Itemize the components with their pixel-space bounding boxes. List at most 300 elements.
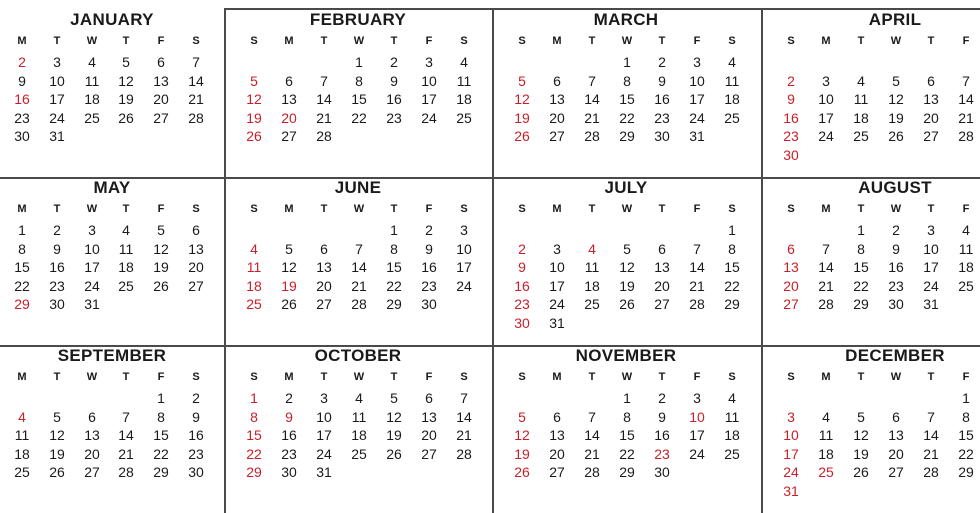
day-cell[interactable]: 6 — [553, 72, 561, 89]
day-cell[interactable]: 8 — [390, 240, 398, 257]
day-cell[interactable]: 11 — [724, 72, 740, 89]
day-cell[interactable]: 27 — [188, 277, 204, 294]
day-cell[interactable]: 13 — [549, 427, 565, 443]
day-cell[interactable]: 8 — [355, 72, 363, 89]
day-cell[interactable]: 4 — [122, 222, 130, 238]
day-cell[interactable]: 2 — [18, 54, 26, 70]
day-cell[interactable]: 30 — [421, 296, 437, 312]
day-cell[interactable]: 29 — [386, 296, 402, 312]
day-cell[interactable]: 6 — [285, 72, 293, 89]
day-cell[interactable]: 21 — [689, 277, 705, 294]
day-cell[interactable]: 17 — [689, 427, 705, 443]
day-cell[interactable]: 11 — [456, 72, 472, 89]
day-cell[interactable]: 10 — [84, 240, 100, 257]
day-cell[interactable]: 21 — [923, 445, 939, 462]
day-cell[interactable]: 25 — [351, 445, 367, 462]
day-cell[interactable]: 2 — [285, 390, 293, 406]
day-cell[interactable]: 10 — [689, 72, 705, 89]
day-cell[interactable]: 26 — [514, 128, 530, 144]
day-cell[interactable]: 19 — [118, 91, 134, 107]
day-cell[interactable]: 18 — [584, 277, 600, 294]
day-cell[interactable]: 20 — [84, 445, 100, 462]
day-cell[interactable]: 6 — [88, 408, 96, 425]
day-cell[interactable]: 16 — [386, 91, 402, 107]
day-cell[interactable]: 16 — [654, 91, 670, 107]
day-cell[interactable]: 28 — [818, 296, 834, 312]
day-cell[interactable]: 4 — [588, 240, 596, 257]
day-cell[interactable]: 13 — [316, 259, 332, 275]
day-cell[interactable]: 3 — [553, 240, 561, 257]
day-cell[interactable]: 22 — [619, 445, 635, 462]
day-cell[interactable]: 22 — [246, 445, 262, 462]
day-cell[interactable]: 25 — [818, 464, 834, 480]
day-cell[interactable]: 30 — [49, 296, 65, 312]
day-cell[interactable]: 29 — [853, 296, 869, 312]
day-cell[interactable]: 29 — [958, 464, 974, 480]
day-cell[interactable]: 7 — [962, 72, 970, 89]
day-cell[interactable]: 24 — [549, 296, 565, 312]
day-cell[interactable]: 14 — [188, 72, 204, 89]
day-cell[interactable]: 23 — [49, 277, 65, 294]
day-cell[interactable]: 13 — [888, 427, 904, 443]
day-cell[interactable]: 8 — [157, 408, 165, 425]
day-cell[interactable]: 6 — [553, 408, 561, 425]
day-cell[interactable]: 22 — [351, 109, 367, 126]
day-cell[interactable]: 25 — [14, 464, 30, 480]
day-cell[interactable]: 23 — [14, 109, 30, 126]
day-cell[interactable]: 2 — [787, 72, 795, 89]
day-cell[interactable]: 20 — [281, 109, 297, 126]
day-cell[interactable]: 24 — [783, 464, 799, 480]
day-cell[interactable]: 7 — [192, 54, 200, 70]
day-cell[interactable]: 4 — [962, 222, 970, 238]
day-cell[interactable]: 20 — [923, 109, 939, 126]
day-cell[interactable]: 5 — [285, 240, 293, 257]
day-cell[interactable]: 11 — [818, 427, 834, 443]
day-cell[interactable]: 3 — [320, 390, 328, 406]
day-cell[interactable]: 11 — [724, 408, 740, 425]
day-cell[interactable]: 5 — [518, 72, 526, 89]
day-cell[interactable]: 3 — [927, 222, 935, 238]
day-cell[interactable]: 24 — [49, 109, 65, 126]
day-cell[interactable]: 24 — [689, 109, 705, 126]
day-cell[interactable]: 1 — [857, 222, 865, 238]
day-cell[interactable]: 21 — [584, 109, 600, 126]
day-cell[interactable]: 13 — [188, 240, 204, 257]
day-cell[interactable]: 7 — [693, 240, 701, 257]
day-cell[interactable]: 30 — [281, 464, 297, 480]
day-cell[interactable]: 16 — [421, 259, 437, 275]
day-cell[interactable]: 29 — [619, 464, 635, 480]
day-cell[interactable]: 14 — [923, 427, 939, 443]
day-cell[interactable]: 2 — [390, 54, 398, 70]
day-cell[interactable]: 25 — [853, 128, 869, 144]
day-cell[interactable]: 17 — [84, 259, 100, 275]
day-cell[interactable]: 10 — [689, 408, 705, 425]
day-cell[interactable]: 28 — [689, 296, 705, 312]
day-cell[interactable]: 23 — [654, 109, 670, 126]
day-cell[interactable]: 19 — [514, 445, 530, 462]
day-cell[interactable]: 11 — [853, 91, 869, 107]
day-cell[interactable]: 9 — [425, 240, 433, 257]
day-cell[interactable]: 21 — [958, 109, 974, 126]
day-cell[interactable]: 26 — [888, 128, 904, 144]
day-cell[interactable]: 29 — [724, 296, 740, 312]
day-cell[interactable]: 21 — [188, 91, 204, 107]
day-cell[interactable]: 12 — [153, 240, 169, 257]
day-cell[interactable]: 25 — [958, 277, 974, 294]
day-cell[interactable]: 6 — [320, 240, 328, 257]
day-cell[interactable]: 20 — [316, 277, 332, 294]
day-cell[interactable]: 9 — [285, 408, 293, 425]
day-cell[interactable]: 11 — [958, 240, 974, 257]
day-cell[interactable]: 1 — [728, 222, 736, 238]
day-cell[interactable]: 16 — [514, 277, 530, 294]
day-cell[interactable]: 26 — [853, 464, 869, 480]
day-cell[interactable]: 1 — [157, 390, 165, 406]
day-cell[interactable]: 14 — [351, 259, 367, 275]
day-cell[interactable]: 30 — [783, 146, 799, 163]
day-cell[interactable]: 14 — [316, 91, 332, 107]
day-cell[interactable]: 22 — [853, 277, 869, 294]
day-cell[interactable]: 16 — [783, 109, 799, 126]
day-cell[interactable]: 3 — [53, 54, 61, 70]
day-cell[interactable]: 24 — [316, 445, 332, 462]
day-cell[interactable]: 26 — [153, 277, 169, 294]
day-cell[interactable]: 31 — [316, 464, 332, 480]
day-cell[interactable]: 19 — [281, 277, 297, 294]
day-cell[interactable]: 20 — [153, 91, 169, 107]
day-cell[interactable]: 1 — [390, 222, 398, 238]
day-cell[interactable]: 20 — [549, 445, 565, 462]
day-cell[interactable]: 5 — [390, 390, 398, 406]
day-cell[interactable]: 31 — [783, 482, 799, 499]
day-cell[interactable]: 18 — [84, 91, 100, 107]
day-cell[interactable]: 9 — [892, 240, 900, 257]
day-cell[interactable]: 24 — [456, 277, 472, 294]
day-cell[interactable]: 21 — [351, 277, 367, 294]
day-cell[interactable]: 4 — [728, 54, 736, 70]
day-cell[interactable]: 1 — [250, 390, 258, 406]
day-cell[interactable]: 16 — [14, 91, 30, 107]
day-cell[interactable]: 12 — [514, 427, 530, 443]
day-cell[interactable]: 26 — [49, 464, 65, 480]
day-cell[interactable]: 6 — [157, 54, 165, 70]
day-cell[interactable]: 15 — [853, 259, 869, 275]
day-cell[interactable]: 27 — [888, 464, 904, 480]
day-cell[interactable]: 10 — [923, 240, 939, 257]
day-cell[interactable]: 19 — [386, 427, 402, 443]
day-cell[interactable]: 6 — [192, 222, 200, 238]
day-cell[interactable]: 15 — [619, 91, 635, 107]
day-cell[interactable]: 18 — [246, 277, 262, 294]
day-cell[interactable]: 31 — [923, 296, 939, 312]
day-cell[interactable]: 14 — [818, 259, 834, 275]
day-cell[interactable]: 23 — [783, 128, 799, 144]
day-cell[interactable]: 15 — [386, 259, 402, 275]
day-cell[interactable]: 25 — [724, 445, 740, 462]
day-cell[interactable]: 28 — [584, 464, 600, 480]
day-cell[interactable]: 2 — [892, 222, 900, 238]
day-cell[interactable]: 18 — [724, 91, 740, 107]
day-cell[interactable]: 18 — [456, 91, 472, 107]
day-cell[interactable]: 14 — [584, 91, 600, 107]
day-cell[interactable]: 27 — [923, 128, 939, 144]
day-cell[interactable]: 10 — [421, 72, 437, 89]
day-cell[interactable]: 9 — [787, 91, 795, 107]
day-cell[interactable]: 9 — [53, 240, 61, 257]
day-cell[interactable]: 2 — [658, 390, 666, 406]
day-cell[interactable]: 19 — [246, 109, 262, 126]
day-cell[interactable]: 4 — [822, 408, 830, 425]
day-cell[interactable]: 3 — [822, 72, 830, 89]
day-cell[interactable]: 30 — [14, 128, 30, 144]
day-cell[interactable]: 28 — [584, 128, 600, 144]
day-cell[interactable]: 28 — [118, 464, 134, 480]
day-cell[interactable]: 3 — [88, 222, 96, 238]
day-cell[interactable]: 23 — [514, 296, 530, 312]
day-cell[interactable]: 2 — [425, 222, 433, 238]
day-cell[interactable]: 9 — [658, 408, 666, 425]
day-cell[interactable]: 12 — [118, 72, 134, 89]
day-cell[interactable]: 17 — [49, 91, 65, 107]
day-cell[interactable]: 4 — [460, 54, 468, 70]
day-cell[interactable]: 19 — [853, 445, 869, 462]
day-cell[interactable]: 24 — [421, 109, 437, 126]
day-cell[interactable]: 2 — [192, 390, 200, 406]
day-cell[interactable]: 8 — [857, 240, 865, 257]
day-cell[interactable]: 31 — [689, 128, 705, 144]
day-cell[interactable]: 23 — [188, 445, 204, 462]
day-cell[interactable]: 17 — [783, 445, 799, 462]
day-cell[interactable]: 21 — [584, 445, 600, 462]
day-cell[interactable]: 4 — [18, 408, 26, 425]
day-cell[interactable]: 22 — [14, 277, 30, 294]
day-cell[interactable]: 6 — [927, 72, 935, 89]
day-cell[interactable]: 12 — [386, 408, 402, 425]
day-cell[interactable]: 3 — [425, 54, 433, 70]
day-cell[interactable]: 7 — [927, 408, 935, 425]
day-cell[interactable]: 23 — [281, 445, 297, 462]
day-cell[interactable]: 13 — [923, 91, 939, 107]
day-cell[interactable]: 30 — [188, 464, 204, 480]
day-cell[interactable]: 8 — [250, 408, 258, 425]
day-cell[interactable]: 2 — [53, 222, 61, 238]
day-cell[interactable]: 10 — [316, 408, 332, 425]
day-cell[interactable]: 28 — [316, 128, 332, 144]
day-cell[interactable]: 15 — [153, 427, 169, 443]
day-cell[interactable]: 8 — [18, 240, 26, 257]
day-cell[interactable]: 6 — [425, 390, 433, 406]
day-cell[interactable]: 1 — [355, 54, 363, 70]
day-cell[interactable]: 19 — [153, 259, 169, 275]
day-cell[interactable]: 30 — [888, 296, 904, 312]
day-cell[interactable]: 2 — [518, 240, 526, 257]
day-cell[interactable]: 7 — [320, 72, 328, 89]
day-cell[interactable]: 13 — [549, 91, 565, 107]
day-cell[interactable]: 7 — [355, 240, 363, 257]
day-cell[interactable]: 17 — [923, 259, 939, 275]
day-cell[interactable]: 6 — [658, 240, 666, 257]
day-cell[interactable]: 30 — [514, 314, 530, 331]
day-cell[interactable]: 24 — [689, 445, 705, 462]
day-cell[interactable]: 11 — [351, 408, 367, 425]
day-cell[interactable]: 9 — [192, 408, 200, 425]
day-cell[interactable]: 21 — [456, 427, 472, 443]
day-cell[interactable]: 1 — [623, 390, 631, 406]
day-cell[interactable]: 18 — [351, 427, 367, 443]
day-cell[interactable]: 23 — [386, 109, 402, 126]
day-cell[interactable]: 17 — [456, 259, 472, 275]
day-cell[interactable]: 14 — [689, 259, 705, 275]
day-cell[interactable]: 20 — [549, 109, 565, 126]
day-cell[interactable]: 18 — [818, 445, 834, 462]
day-cell[interactable]: 13 — [153, 72, 169, 89]
day-cell[interactable]: 2 — [658, 54, 666, 70]
day-cell[interactable]: 1 — [962, 390, 970, 406]
day-cell[interactable]: 18 — [724, 427, 740, 443]
day-cell[interactable]: 4 — [250, 240, 258, 257]
day-cell[interactable]: 27 — [549, 464, 565, 480]
day-cell[interactable]: 16 — [188, 427, 204, 443]
day-cell[interactable]: 28 — [456, 445, 472, 462]
day-cell[interactable]: 19 — [49, 445, 65, 462]
day-cell[interactable]: 4 — [88, 54, 96, 70]
day-cell[interactable]: 27 — [654, 296, 670, 312]
day-cell[interactable]: 20 — [654, 277, 670, 294]
day-cell[interactable]: 3 — [693, 54, 701, 70]
day-cell[interactable]: 4 — [728, 390, 736, 406]
day-cell[interactable]: 1 — [18, 222, 26, 238]
day-cell[interactable]: 27 — [281, 128, 297, 144]
day-cell[interactable]: 11 — [118, 240, 134, 257]
day-cell[interactable]: 28 — [923, 464, 939, 480]
day-cell[interactable]: 29 — [246, 464, 262, 480]
day-cell[interactable]: 5 — [53, 408, 61, 425]
day-cell[interactable]: 8 — [728, 240, 736, 257]
day-cell[interactable]: 8 — [623, 72, 631, 89]
day-cell[interactable]: 29 — [153, 464, 169, 480]
day-cell[interactable]: 15 — [958, 427, 974, 443]
day-cell[interactable]: 17 — [549, 277, 565, 294]
day-cell[interactable]: 18 — [14, 445, 30, 462]
day-cell[interactable]: 17 — [689, 91, 705, 107]
day-cell[interactable]: 12 — [281, 259, 297, 275]
day-cell[interactable]: 15 — [724, 259, 740, 275]
day-cell[interactable]: 26 — [281, 296, 297, 312]
day-cell[interactable]: 8 — [623, 408, 631, 425]
day-cell[interactable]: 28 — [958, 128, 974, 144]
day-cell[interactable]: 13 — [281, 91, 297, 107]
day-cell[interactable]: 16 — [654, 427, 670, 443]
day-cell[interactable]: 22 — [958, 445, 974, 462]
day-cell[interactable]: 15 — [351, 91, 367, 107]
day-cell[interactable]: 7 — [588, 408, 596, 425]
day-cell[interactable]: 11 — [84, 72, 100, 89]
day-cell[interactable]: 21 — [118, 445, 134, 462]
day-cell[interactable]: 27 — [549, 128, 565, 144]
day-cell[interactable]: 7 — [822, 240, 830, 257]
day-cell[interactable]: 15 — [14, 259, 30, 275]
day-cell[interactable]: 20 — [421, 427, 437, 443]
day-cell[interactable]: 22 — [619, 109, 635, 126]
day-cell[interactable]: 18 — [853, 109, 869, 126]
day-cell[interactable]: 13 — [84, 427, 100, 443]
day-cell[interactable]: 4 — [857, 72, 865, 89]
day-cell[interactable]: 25 — [724, 109, 740, 126]
day-cell[interactable]: 13 — [654, 259, 670, 275]
day-cell[interactable]: 16 — [49, 259, 65, 275]
day-cell[interactable]: 23 — [654, 445, 670, 462]
day-cell[interactable]: 10 — [818, 91, 834, 107]
day-cell[interactable]: 11 — [14, 427, 30, 443]
day-cell[interactable]: 5 — [157, 222, 165, 238]
day-cell[interactable]: 26 — [386, 445, 402, 462]
day-cell[interactable]: 11 — [246, 259, 262, 275]
day-cell[interactable]: 19 — [619, 277, 635, 294]
day-cell[interactable]: 13 — [421, 408, 437, 425]
day-cell[interactable]: 5 — [892, 72, 900, 89]
day-cell[interactable]: 26 — [118, 109, 134, 126]
day-cell[interactable]: 22 — [724, 277, 740, 294]
day-cell[interactable]: 23 — [888, 277, 904, 294]
day-cell[interactable]: 10 — [783, 427, 799, 443]
day-cell[interactable]: 24 — [818, 128, 834, 144]
day-cell[interactable]: 12 — [619, 259, 635, 275]
day-cell[interactable]: 19 — [888, 109, 904, 126]
day-cell[interactable]: 29 — [14, 296, 30, 312]
day-cell[interactable]: 7 — [122, 408, 130, 425]
day-cell[interactable]: 28 — [188, 109, 204, 126]
day-cell[interactable]: 10 — [456, 240, 472, 257]
day-cell[interactable]: 13 — [783, 259, 799, 275]
day-cell[interactable]: 21 — [818, 277, 834, 294]
day-cell[interactable]: 27 — [421, 445, 437, 462]
day-cell[interactable]: 14 — [584, 427, 600, 443]
day-cell[interactable]: 20 — [783, 277, 799, 294]
day-cell[interactable]: 25 — [584, 296, 600, 312]
day-cell[interactable]: 17 — [421, 91, 437, 107]
day-cell[interactable]: 5 — [122, 54, 130, 70]
day-cell[interactable]: 4 — [355, 390, 363, 406]
day-cell[interactable]: 23 — [421, 277, 437, 294]
day-cell[interactable]: 26 — [514, 464, 530, 480]
day-cell[interactable]: 24 — [923, 277, 939, 294]
day-cell[interactable]: 15 — [246, 427, 262, 443]
day-cell[interactable]: 1 — [623, 54, 631, 70]
day-cell[interactable]: 5 — [857, 408, 865, 425]
day-cell[interactable]: 26 — [619, 296, 635, 312]
day-cell[interactable]: 12 — [49, 427, 65, 443]
day-cell[interactable]: 5 — [518, 408, 526, 425]
day-cell[interactable]: 3 — [787, 408, 795, 425]
day-cell[interactable]: 28 — [351, 296, 367, 312]
day-cell[interactable]: 9 — [518, 259, 526, 275]
day-cell[interactable]: 27 — [783, 296, 799, 312]
day-cell[interactable]: 9 — [658, 72, 666, 89]
day-cell[interactable]: 14 — [958, 91, 974, 107]
day-cell[interactable]: 25 — [84, 109, 100, 126]
day-cell[interactable]: 10 — [549, 259, 565, 275]
day-cell[interactable]: 25 — [246, 296, 262, 312]
day-cell[interactable]: 12 — [853, 427, 869, 443]
day-cell[interactable]: 9 — [390, 72, 398, 89]
day-cell[interactable]: 29 — [619, 128, 635, 144]
day-cell[interactable]: 14 — [456, 408, 472, 425]
day-cell[interactable]: 25 — [456, 109, 472, 126]
day-cell[interactable]: 27 — [153, 109, 169, 126]
day-cell[interactable]: 30 — [654, 464, 670, 480]
